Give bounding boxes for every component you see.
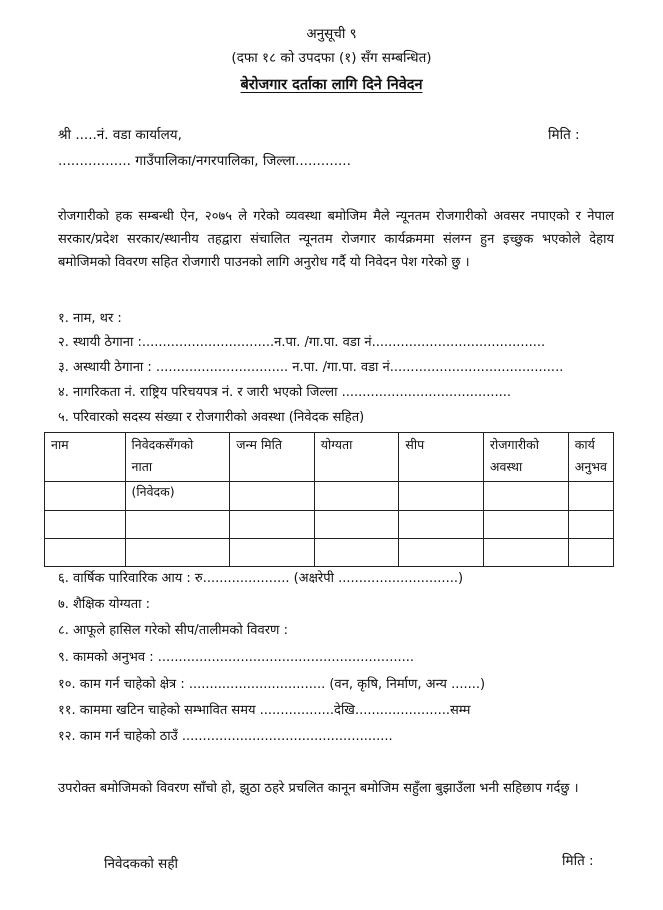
table-cell[interactable]	[125, 539, 230, 567]
footer-date-label: मिति :	[562, 853, 594, 869]
header-birth-date: जन्म मिति	[230, 433, 315, 482]
form-title-text: बेरोजगार दर्ताका लागि दिने निवेदन	[240, 77, 423, 93]
header-date-label: मिति :	[548, 127, 580, 143]
field-name: १. नाम, थर :	[58, 311, 122, 326]
field-temporary-address: ३. अस्थायी ठेगाना : ................................ न.पा. /गा.पा. वडा नं..........................................	[58, 360, 564, 375]
table-cell[interactable]	[45, 539, 126, 567]
table-cell[interactable]	[125, 511, 230, 539]
table-header-row	[45, 433, 614, 482]
header-work-experience: कार्य अनुभव	[568, 433, 613, 482]
field-work-experience: ९. कामको अनुभव : ..............................................................	[58, 650, 414, 665]
intro-paragraph: रोजगारीको हक सम्बन्धी ऐन, २०७५ ले गरेको व्यवस्था बमोजिम मैले न्यूनतम रोजगारीको अवसर नपाएको र नेपाल सरकार/प्रदेश सरकार/स्थानीय तहद्वारा संचालित न्यूनतम रोजगार कार्यक्रममा संलग्न हुन इच्छुक भएकोले देहाय बमोजिमको विवरण सहित रोजगारी पाउनको लागि अनुरोध गर्दै यो निवेदन पेश गरेको छु ।	[58, 209, 614, 270]
table-row	[45, 511, 614, 539]
schedule-number: अनुसूची ९	[306, 26, 357, 42]
addressee-ward-office: श्री .....नं. वडा कार्यालय,	[58, 127, 182, 143]
table-cell[interactable]	[483, 511, 568, 539]
table-cell[interactable]	[568, 482, 613, 511]
table-cell[interactable]	[230, 539, 315, 567]
table-row	[45, 482, 614, 511]
field-permanent-address: २. स्थायी ठेगाना :................................न.पा. /गा.पा. वडा नं..........................................	[58, 335, 546, 350]
field-desired-location: १२. काम गर्न चाहेको ठाउँ ...................................................	[58, 729, 393, 744]
family-members-table	[44, 432, 614, 567]
table-cell[interactable]	[230, 482, 315, 511]
field-available-time: ११. काममा खटिन चाहेको सम्भावित समय ..................देखि.......................सम्म	[58, 703, 471, 718]
field-citizenship: ४. नागरिकता नं. राष्ट्रिय परिचयपत्र नं. र जारी भएको जिल्ला .........................................	[58, 385, 512, 400]
header-name: नाम	[45, 433, 126, 482]
table-cell[interactable]	[399, 539, 484, 567]
header-relation: निवेदकसँगको नाता	[125, 433, 230, 482]
table-cell[interactable]	[483, 482, 568, 511]
header-qualification: योग्यता	[314, 433, 399, 482]
field-desired-sector: १०. काम गर्न चाहेको क्षेत्र : ................................. (वन, कृषि, निर्माण, अन्य .......)	[58, 677, 486, 692]
table-cell[interactable]	[314, 482, 399, 511]
table-cell[interactable]	[230, 511, 315, 539]
header-employment-status: रोजगारीको अवस्था	[483, 433, 568, 482]
table-row	[45, 539, 614, 567]
clause-reference: (दफा १८ को उपदफा (१) सँग सम्बन्धित)	[231, 50, 432, 66]
table-cell[interactable]	[483, 539, 568, 567]
form-title	[0, 74, 663, 94]
addressee-municipality: ................. गाउँपालिका/नगरपालिका, जिल्ला.............	[58, 153, 351, 169]
table-cell[interactable]	[399, 482, 484, 511]
table-cell[interactable]	[45, 482, 126, 511]
field-skills-training: ८. आफूले हासिल गरेको सीप/तालीमको विवरण :	[58, 623, 288, 638]
applicant-signature-label: निवेदकको सही	[104, 856, 178, 872]
table-cell-relation: (निवेदक)	[125, 482, 230, 511]
table-cell[interactable]	[314, 511, 399, 539]
table-cell[interactable]	[399, 511, 484, 539]
table-cell[interactable]	[45, 511, 126, 539]
table-cell[interactable]	[568, 511, 613, 539]
header-skill: सीप	[399, 433, 484, 482]
field-family-members: ५. परिवारको सदस्य संख्या र रोजगारीको अवस्था (निवेदक सहित)	[58, 410, 365, 425]
field-annual-income: ६. वार्षिक पारिवारिक आय : रु..................... (अक्षरेपी .............................)	[58, 571, 464, 586]
field-education: ७. शैक्षिक योग्यता :	[58, 597, 151, 612]
table-cell[interactable]	[568, 539, 613, 567]
table-cell[interactable]	[314, 539, 399, 567]
declaration-paragraph: उपरोक्त बमोजिमको विवरण साँचो हो, झुठा ठहरे प्रचलित कानून बमोजिम सहुँला बुझाउँला भनी सहिछाप गर्दछु ।	[58, 781, 579, 796]
